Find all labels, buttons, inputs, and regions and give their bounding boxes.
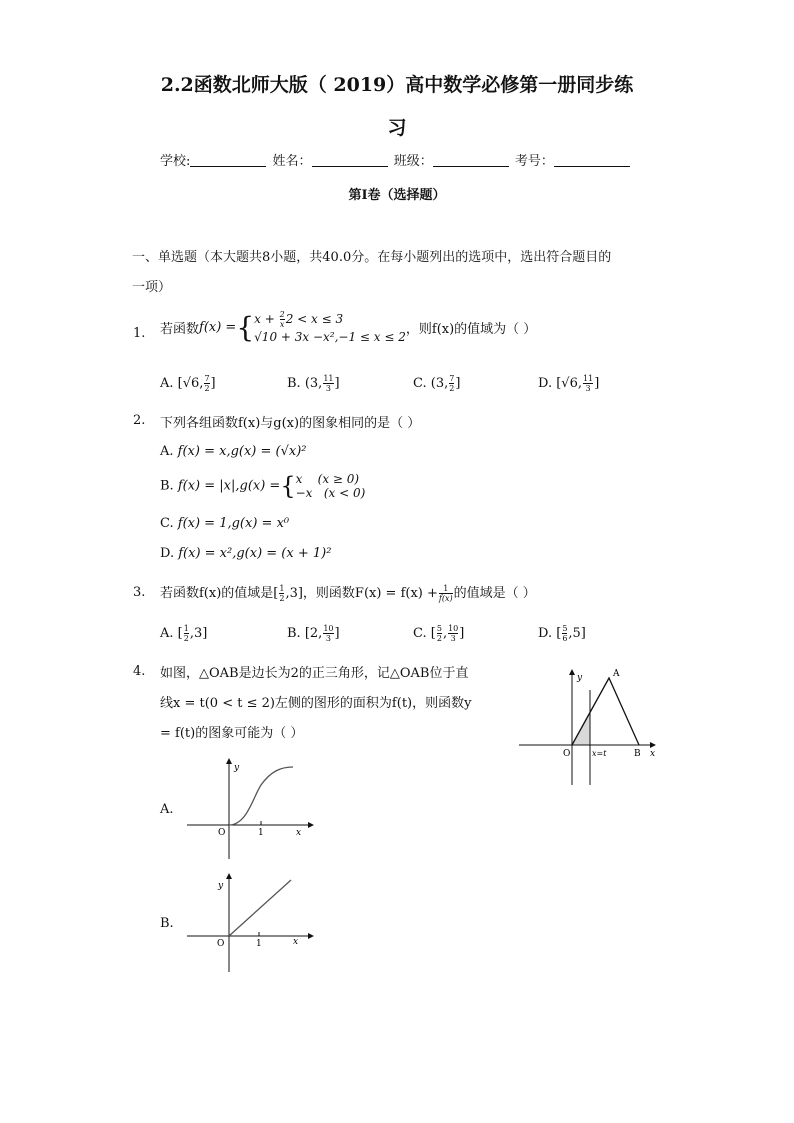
q2-number: 2. [133,413,146,428]
option-b-y-label: y [218,881,224,891]
q1-brace: { [236,310,255,344]
class-label: 班级： [393,154,433,169]
q4-option-a[interactable]: A. [160,802,174,817]
line-label: x=t [592,749,607,758]
q4-number: 4. [133,664,146,679]
option-a-y-label: y [234,763,240,773]
q3-option-d[interactable]: D. [ $\frac{5}{6}$ ,5] [538,624,586,643]
document-title-line2: 习 [387,117,407,139]
q3-number: 3. [133,585,146,600]
q1-cases [254,310,406,345]
q4-option-b[interactable]: B. [160,916,174,931]
triangle-oab-figure [515,660,665,790]
class-field[interactable] [433,153,509,167]
q1-text-suffix: ，则f(x)的值域为（ ） [405,322,537,337]
q3-option-b[interactable]: B. [2, $\frac{10}{3}$ ] [287,624,340,643]
school-field[interactable] [190,153,266,167]
section-title: 第I卷（选择题） [348,188,446,203]
q3-option-a[interactable]: A. [ $\frac{1}{2}$ ,3] [160,624,208,643]
q2-option-c[interactable]: C. f(x) = 1,g(x) = x⁰ [160,516,290,531]
q3-stem: 若函数f(x)的值域是[ $\frac{1}{2}$ ,3]，则函数F(x) = f(x) + $\frac{1}{f(x)}$ 的值域是（ ） [160,584,536,603]
option-b-line [229,880,291,936]
q2-stem: 下列各组函数f(x)与g(x)的图象相同的是（ ） [160,416,421,431]
student-info-line [160,150,632,169]
option-a-curve [229,767,293,825]
q2-option-a[interactable]: A. f(x) = x,g(x) = (√x)² [160,444,307,459]
instructions-line2: 一项） [132,280,172,295]
option-a-origin-label: O [218,828,226,838]
option-a-x-label: x [296,828,302,838]
q4-line2: 线x = t(0 < t ≤ 2)左侧的图形的面积为f(t)，则函数y [160,696,472,711]
q2-option-b[interactable]: B. f(x) = |x|,g(x) ={ x (x ≥ 0) −x (x < 0) [160,472,366,500]
option-b-origin-label: O [217,939,225,949]
q2-option-d[interactable]: D. f(x) = x²,g(x) = (x + 1)² [160,546,332,561]
q1-number: 1. [133,326,146,341]
id-field[interactable] [554,153,630,167]
point-a-label: A [613,669,620,679]
q1-case2: √10 + 3x −x²,−1 ≤ x ≤ 2 [254,330,406,344]
main-y-label: y [577,673,583,683]
point-b-label: B [634,749,641,759]
instructions-line1: 一、单选题（本大题共8小题，共40.0分。在每小题列出的选项中，选出符合题目的 [132,250,612,265]
q1-option-c[interactable]: C. (3, $\frac{7}{2}$ ] [413,374,461,393]
name-field[interactable] [312,153,388,167]
main-x-label: x [650,749,656,759]
document-title-line1: 2.2函数北师大版（ 2019）高中数学必修第一册同步练 [160,74,634,96]
id-label: 考号： [514,154,554,169]
option-b-x-label: x [293,937,299,947]
q4-line3: = f(t)的图象可能为（ ） [160,726,304,741]
q3-option-c[interactable]: C. [ $\frac{5}{2}$ , $\frac{10}{3}$ ] [413,624,465,643]
main-origin-label: O [563,749,571,759]
q1-option-b[interactable]: B. (3, $\frac{11}{3}$ ] [287,374,340,393]
option-b-one-label: 1 [256,939,262,949]
option-a-one-label: 1 [258,828,264,838]
q1-option-d[interactable]: D. [√6, $\frac{11}{3}$ ] [538,374,600,393]
school-label: 学校: [160,154,191,169]
q1-func: f(x) = [199,320,237,335]
name-label: 姓名： [272,154,312,169]
q4-line1: 如图，△OAB是边长为2的正三角形，记△OAB位于直 [160,666,469,681]
q1-text-prefix: 若函数 [160,322,200,337]
q1-option-a[interactable]: A. [√6, $\frac{7}{2}$ ] [160,374,216,393]
q1-stem [160,310,536,345]
option-b-graph [185,868,320,978]
q1-case1: x + $\frac{2}{x}$ 2 < x ≤ 3 [254,310,344,329]
option-a-graph [185,755,320,865]
